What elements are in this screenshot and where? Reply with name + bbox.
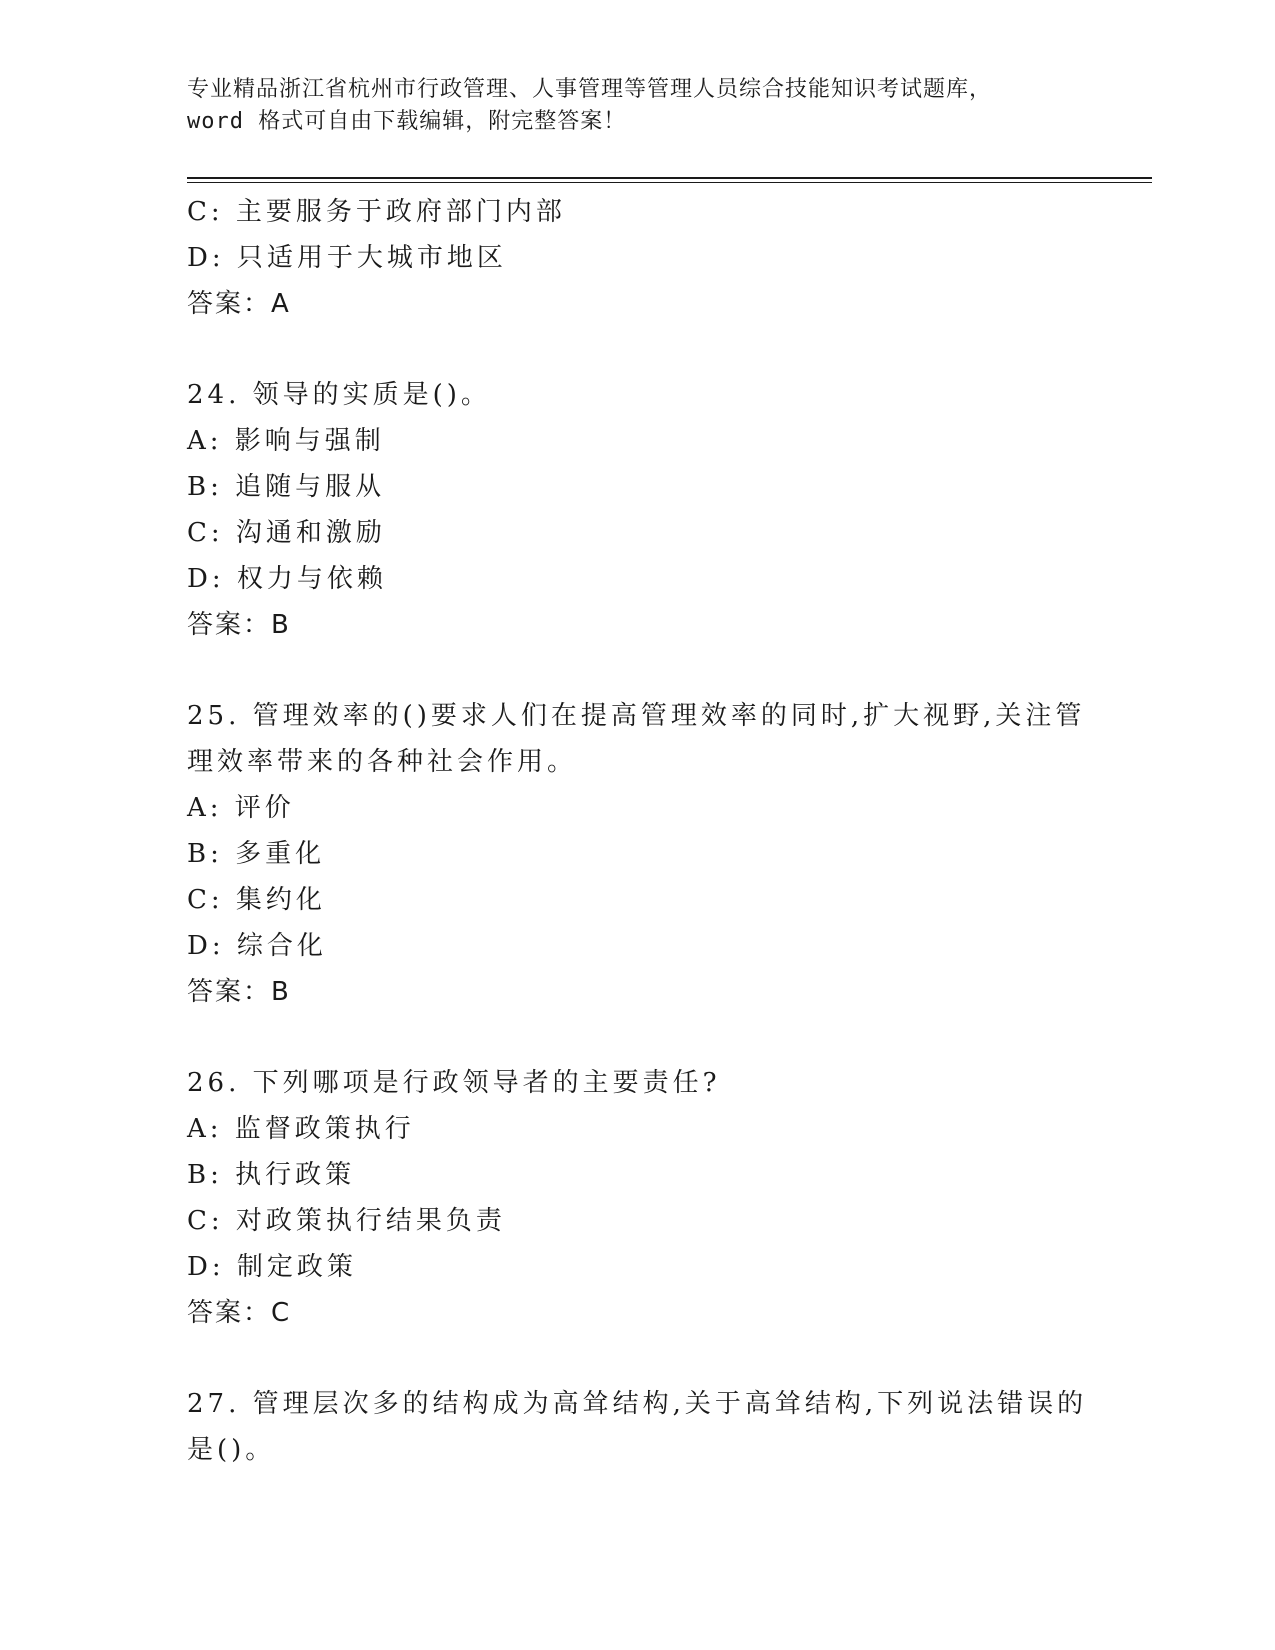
- option-d: D: 权力与依赖: [187, 564, 387, 594]
- option-c: C: 对政策执行结果负责: [187, 1206, 506, 1236]
- continued-question: [187, 189, 1087, 327]
- option-a: A: 影响与强制: [187, 426, 385, 456]
- option-d: D: 综合化: [187, 931, 327, 961]
- answer-line: 答案：C: [187, 1298, 292, 1328]
- answer-line: 答案：B: [187, 977, 291, 1007]
- option-c: C: 集约化: [187, 885, 326, 915]
- header-line-1: 专业精品浙江省杭州市行政管理、人事管理等管理人员综合技能知识考试题库，: [187, 77, 993, 102]
- question-25: [187, 693, 1087, 1015]
- question-stem: 25. 管理效率的()要求人们在提高管理效率的同时,扩大视野,关注管: [187, 701, 1086, 731]
- question-24: [187, 372, 1087, 648]
- question-27: [187, 1381, 1087, 1473]
- option-c: C: 沟通和激励: [187, 518, 386, 548]
- answer-line: 答案：A: [187, 289, 291, 319]
- question-stem-continued: 理效率带来的各种社会作用。: [187, 747, 578, 777]
- option-b: B: 执行政策: [187, 1160, 356, 1190]
- question-stem-continued: 是()。: [187, 1435, 276, 1465]
- option-b: B: 多重化: [187, 839, 326, 869]
- question-stem: 26. 下列哪项是行政领导者的主要责任?: [187, 1068, 721, 1098]
- option-d: D: 只适用于大城市地区: [187, 243, 507, 273]
- option-a: A: 监督政策执行: [187, 1114, 415, 1144]
- option-b: B: 追随与服从: [187, 472, 386, 502]
- question-26: [187, 1060, 1087, 1336]
- answer-line: 答案：B: [187, 610, 291, 640]
- document-header: [187, 74, 1087, 138]
- question-stem: 24. 领导的实质是()。: [187, 380, 491, 410]
- header-line-2: word 格式可自由下载编辑，附完整答案！: [187, 109, 627, 134]
- option-d: D: 制定政策: [187, 1252, 357, 1282]
- header-divider-thin: [187, 182, 1152, 183]
- option-c: C: 主要服务于政府部门内部: [187, 197, 566, 227]
- question-stem: 27. 管理层次多的结构成为高耸结构,关于高耸结构,下列说法错误的: [187, 1389, 1088, 1419]
- question-list: [187, 189, 1087, 1473]
- option-a: A: 评价: [187, 793, 295, 823]
- header-divider-thick: [187, 177, 1152, 179]
